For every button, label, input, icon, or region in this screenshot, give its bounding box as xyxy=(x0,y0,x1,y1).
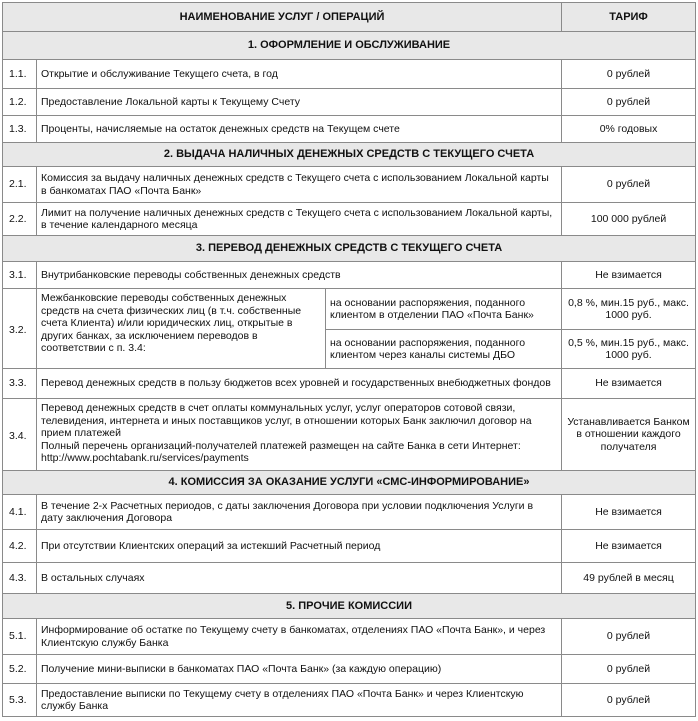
row-number: 4.2. xyxy=(3,530,37,563)
row-number: 3.4. xyxy=(3,399,37,471)
row-description: Получение мини-выписки в банкоматах ПАО «Почта Банк» (за каждую операцию) xyxy=(37,655,562,684)
row-description: Открытие и обслуживание Текущего счета, в год xyxy=(37,60,562,89)
row-tariff: 0 рублей xyxy=(562,89,696,116)
section-row xyxy=(3,594,696,619)
table-row xyxy=(3,116,696,143)
row-tariff: 100 000 рублей xyxy=(562,203,696,236)
row-number: 2.2. xyxy=(3,203,37,236)
tariff-table xyxy=(2,2,696,717)
row-description: Межбанковские переводы собственных денежных средств на счета физических лиц (в т.ч. собственные счета Клиента) и/или юридических лиц, открытые в других банках, за исключением переводов в соответствии с п. 3.4: xyxy=(37,289,326,369)
row-tariff: Не взимается xyxy=(562,530,696,563)
row-description-note: Полный перечень организаций-получателей платежей размещен на сайте Банка в сети Интернет: http://www.pochtabank.ru/services/payments xyxy=(41,439,521,464)
table-header xyxy=(3,3,696,32)
section-title: 1. ОФОРМЛЕНИЕ И ОБСЛУЖИВАНИЕ xyxy=(3,32,696,60)
row-tariff: 0,5 %, мин.15 руб., макс. 1000 руб. xyxy=(562,330,696,369)
section-row xyxy=(3,471,696,495)
row-description: В течение 2-х Расчетных периодов, с даты заключения Договора при условии подключения Услуги в дату заключения Договора xyxy=(37,495,562,530)
table-row xyxy=(3,289,696,330)
table-row xyxy=(3,89,696,116)
table-row xyxy=(3,619,696,655)
row-tariff: 0% годовых xyxy=(562,116,696,143)
row-description: Предоставление выписки по Текущему счету в отделениях ПАО «Почта Банк» и через Клиентскую службу Банка xyxy=(37,684,562,717)
section-row xyxy=(3,32,696,60)
row-tariff: 0 рублей xyxy=(562,167,696,203)
row-number: 5.2. xyxy=(3,655,37,684)
row-tariff: Не взимается xyxy=(562,262,696,289)
row-tariff: 0 рублей xyxy=(562,684,696,717)
header-tariff: ТАРИФ xyxy=(562,3,696,32)
section-title: 5. ПРОЧИЕ КОМИССИИ xyxy=(3,594,696,619)
row-tariff: 0 рублей xyxy=(562,655,696,684)
row-tariff: 49 рублей в месяц xyxy=(562,563,696,594)
row-description: В остальных случаях xyxy=(37,563,562,594)
table-row xyxy=(3,399,696,471)
row-tariff: 0,8 %, мин.15 руб., макс. 1000 руб. xyxy=(562,289,696,330)
table-row xyxy=(3,684,696,717)
row-sub-description: на основании распоряжения, поданного клиентом через каналы системы ДБО xyxy=(326,330,562,369)
row-tariff: Устанавливается Банком в отношении каждого получателя xyxy=(562,399,696,471)
row-number: 5.1. xyxy=(3,619,37,655)
row-description: Информирование об остатке по Текущему счету в банкоматах, отделениях ПАО «Почта Банк», и через Клиентскую службу Банка xyxy=(37,619,562,655)
row-number: 1.3. xyxy=(3,116,37,143)
table-row xyxy=(3,167,696,203)
row-number: 4.3. xyxy=(3,563,37,594)
table-row xyxy=(3,203,696,236)
row-description-main: Перевод денежных средств в счет оплаты коммунальных услуг, услуг операторов сотовой связи, телевидения, интернета и иных поставщиков услуг, в отношении которых Банк заключил договор на прием платежей xyxy=(41,402,532,439)
table-row xyxy=(3,563,696,594)
section-title: 3. ПЕРЕВОД ДЕНЕЖНЫХ СРЕДСТВ С ТЕКУЩЕГО СЧЕТА xyxy=(3,236,696,262)
row-description: Проценты, начисляемые на остаток денежных средств на Текущем счете xyxy=(37,116,562,143)
row-description: При отсутствии Клиентских операций за истекший Расчетный период xyxy=(37,530,562,563)
table-row xyxy=(3,60,696,89)
row-tariff: Не взимается xyxy=(562,369,696,399)
row-tariff: Не взимается xyxy=(562,495,696,530)
section-row xyxy=(3,236,696,262)
table-row xyxy=(3,495,696,530)
row-description: Лимит на получение наличных денежных средств с Текущего счета с использованием Локальной карты, в течение календарного месяца xyxy=(37,203,562,236)
section-row xyxy=(3,143,696,167)
table-row xyxy=(3,369,696,399)
table-row xyxy=(3,530,696,563)
table-row xyxy=(3,262,696,289)
row-tariff: 0 рублей xyxy=(562,619,696,655)
table-row xyxy=(3,655,696,684)
header-service: НАИМЕНОВАНИЕ УСЛУГ / ОПЕРАЦИЙ xyxy=(3,3,562,32)
row-number: 5.3. xyxy=(3,684,37,717)
row-number: 4.1. xyxy=(3,495,37,530)
row-number: 3.2. xyxy=(3,289,37,369)
row-number: 2.1. xyxy=(3,167,37,203)
row-description: Комиссия за выдачу наличных денежных средств с Текущего счета с использованием Локальной карты в банкоматах ПАО «Почта Банк» xyxy=(37,167,562,203)
row-description: Предоставление Локальной карты к Текущему Счету xyxy=(37,89,562,116)
section-title: 2. ВЫДАЧА НАЛИЧНЫХ ДЕНЕЖНЫХ СРЕДСТВ С ТЕКУЩЕГО СЧЕТА xyxy=(3,143,696,167)
row-sub-description: на основании распоряжения, поданного клиентом в отделении ПАО «Почта Банк» xyxy=(326,289,562,330)
row-number: 3.1. xyxy=(3,262,37,289)
row-number: 1.2. xyxy=(3,89,37,116)
row-description xyxy=(37,399,562,471)
row-number: 1.1. xyxy=(3,60,37,89)
row-number: 3.3. xyxy=(3,369,37,399)
row-description: Внутрибанковские переводы собственных денежных средств xyxy=(37,262,562,289)
section-title: 4. КОМИССИЯ ЗА ОКАЗАНИЕ УСЛУГИ «СМС-ИНФОРМИРОВАНИЕ» xyxy=(3,471,696,495)
row-description: Перевод денежных средств в пользу бюджетов всех уровней и государственных внебюджетных фондов xyxy=(37,369,562,399)
row-tariff: 0 рублей xyxy=(562,60,696,89)
